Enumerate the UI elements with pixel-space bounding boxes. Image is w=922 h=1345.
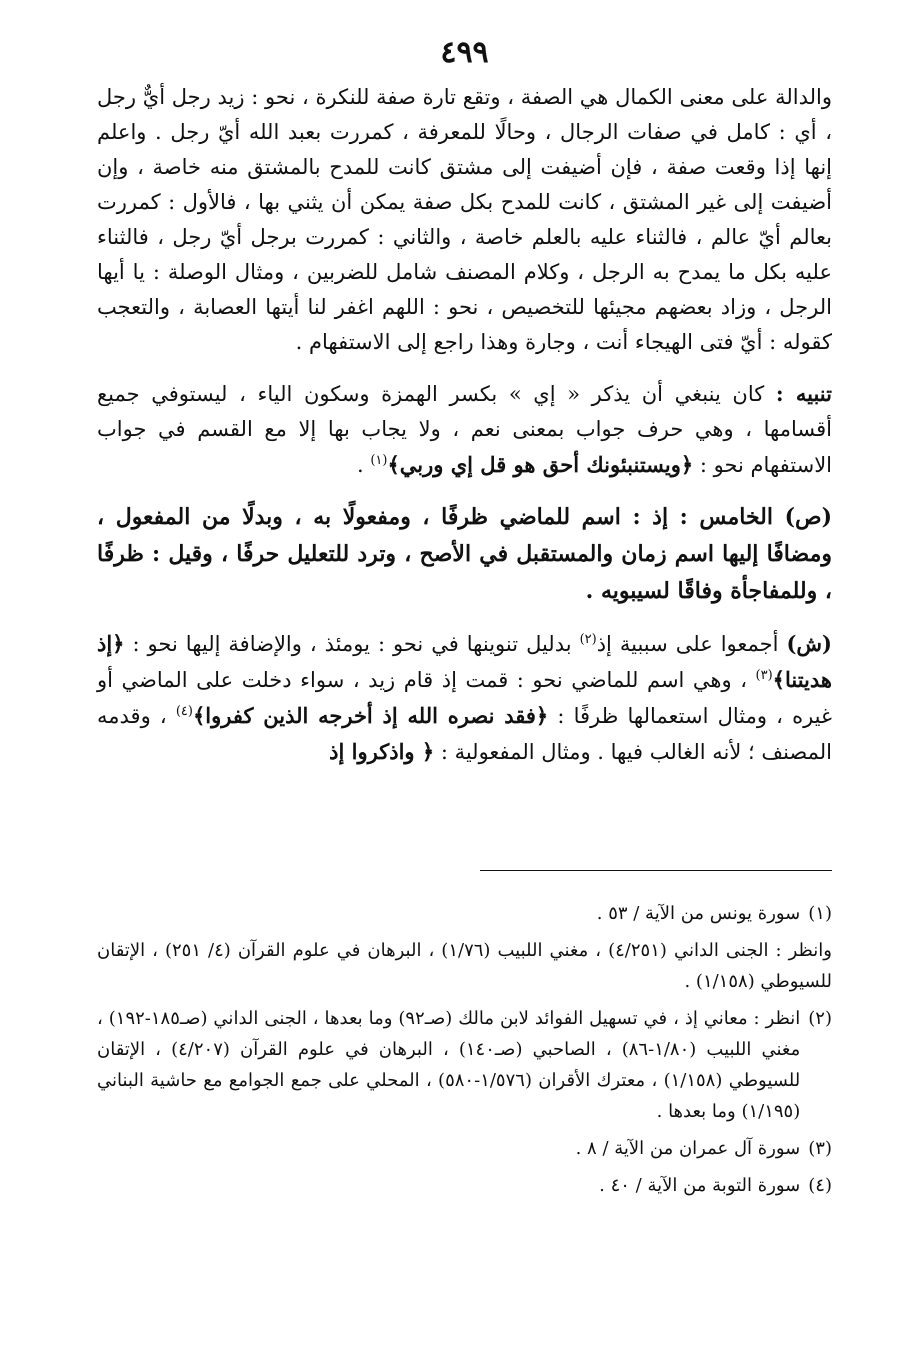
paragraph-sifa: والدالة على معنى الكمال هي الصفة ، وتقع تارة صفة للنكرة ، نحو : زيد رجل أيٌّ رجل ، أي : كامل في صفات الرجال ، وحالًا للمعرفة ، كمررت بعبد الله أيّ رجل . واعلم إنها إذا وقعت صفة ، فإن أضيفت إلى مشتق كانت للمدح بالمشتق منه خاصة ، وإن أضيفت إلى غير المشتق ، كانت للمدح بكل صفة يمكن أن يثني بها ، فالأول : كمررت بعالم أيّ عالم ، فالثناء عليه بالعلم خاصة ، والثاني : كمررت برجل أيّ رجل ، فالثناء عليه بكل ما يمدح به الرجل ، وكلام المصنف شامل للضربين ، ومثال الوصلة : يا أيها الرجل ، وزاد بعضهم مجيئها للتخصيص ، نحو : اللهم اغفر لنا أيتها العصابة ، والتعجب كقوله : أيّ فتى الهيجاء أنت ، وجارة وهذا راجع إلى الاستفهام .: [97, 85, 832, 354]
page-number: ٤٩٩: [440, 35, 489, 70]
quran-verse-udhkuru: ﴿ واذكروا إذ: [329, 739, 435, 764]
footnote-text: سورة التوبة من الآية / ٤٠ .: [599, 1175, 801, 1196]
footnotes-section: [97, 898, 832, 1207]
footnote-divider: [480, 870, 832, 871]
footnote-ref-2: (٢): [579, 632, 597, 647]
quran-verse-yunus: ﴿ويستنبئونك أحق هو قل إي وربي﴾: [387, 452, 694, 477]
footnote-ref-3: (٣): [755, 668, 773, 683]
sharh-text-1: أجمعوا على سببية إذ: [596, 632, 787, 656]
paragraph-tanbih: [97, 376, 832, 483]
footnote-ref-4: (٤): [175, 704, 193, 719]
tanbih-end: .: [356, 453, 371, 477]
sharh-paragraph-idh: [97, 626, 832, 770]
footnote-1-continuation: وانظر : الجنى الداني (٤/٢٥١) ، مغني اللبيب (١/٧٦) ، البرهان في علوم القرآن (٤/ ٢٥١) ، الإتقان للسيوطي (١/١٥٨) .: [97, 940, 832, 992]
footnote-1: [97, 898, 832, 929]
tanbih-text: كان ينبغي أن يذكر « إي » بكسر الهمزة وسكون الياء ، ليستوفي جميع أقسامها ، وهي حرف جواب بمعنى نعم ، ولا يجاب بها إلا مع القسم في جواب الاستفهام نحو :: [97, 382, 832, 477]
sharh-label: (ش): [786, 631, 832, 656]
footnote-number: (٢): [808, 1008, 832, 1029]
footnote-text: سورة آل عمران من الآية / ٨ .: [575, 1138, 801, 1159]
sharh-text-2: بدليل تنوينها في نحو : يومئذ ، والإضافة إليها نحو :: [124, 632, 580, 656]
footnote-number: (٤): [808, 1175, 832, 1196]
sharh-text-3: ، وهي اسم للماضي نحو : قمت إذ قام زيد ، سواء دخلت على الماضي أو غيره ، ومثال استعمالها ظرفًا :: [97, 668, 832, 728]
quran-verse-al-imran: ﴿إذ هديتنا﴾: [97, 631, 832, 692]
footnote-number: (١): [808, 903, 832, 924]
footnote-number: (٣): [808, 1138, 832, 1159]
tanbih-label: تنبيه :: [775, 381, 832, 406]
footnote-2: [97, 1003, 832, 1127]
footnote-3: [97, 1133, 832, 1164]
matn-paragraph-idh: (ص) الخامس : إذ : اسم للماضي ظرفًا ، ومفعولًا به ، وبدلًا من المفعول ، ومضافًا إليها اسم زمان والمستقبل في الأصح ، وترد للتعليل حرفًا ، وقيل : ظرفًا ، وللمفاجأة وفاقًا لسيبويه .: [97, 504, 832, 604]
footnote-4: [97, 1170, 832, 1201]
footnote-text: سورة يونس من الآية / ٥٣ .: [596, 903, 801, 924]
book-page: [97, 30, 832, 1310]
quran-verse-tawba: ﴿فقد نصره الله إذ أخرجه الذين كفروا﴾: [192, 703, 549, 728]
footnote-text: انظر : معاني إذ ، في تسهيل الفوائد لابن مالك (صـ٩٢) وما بعدها ، الجنى الداني (صـ١٨٥-١٩٢) ، مغني اللبيب (١/٨٠-٨٦) ، الصاحبي (صـ١٤٠) ، البرهان في علوم القرآن (٤/٢٠٧) ، الإتقان للسيوطي (١/١٥٨) ، معترك الأقران (١/٥٧٦-٥٨٠) ، المحلي على جمع الجوامع مع حاشية البناني (١/١٩٥) وما بعدها .: [97, 1008, 801, 1122]
sharh-text-4: ، وقدمه المصنف ؛ لأنه الغالب فيها . ومثال المفعولية :: [97, 704, 832, 764]
footnote-ref-1: (١): [370, 453, 388, 468]
